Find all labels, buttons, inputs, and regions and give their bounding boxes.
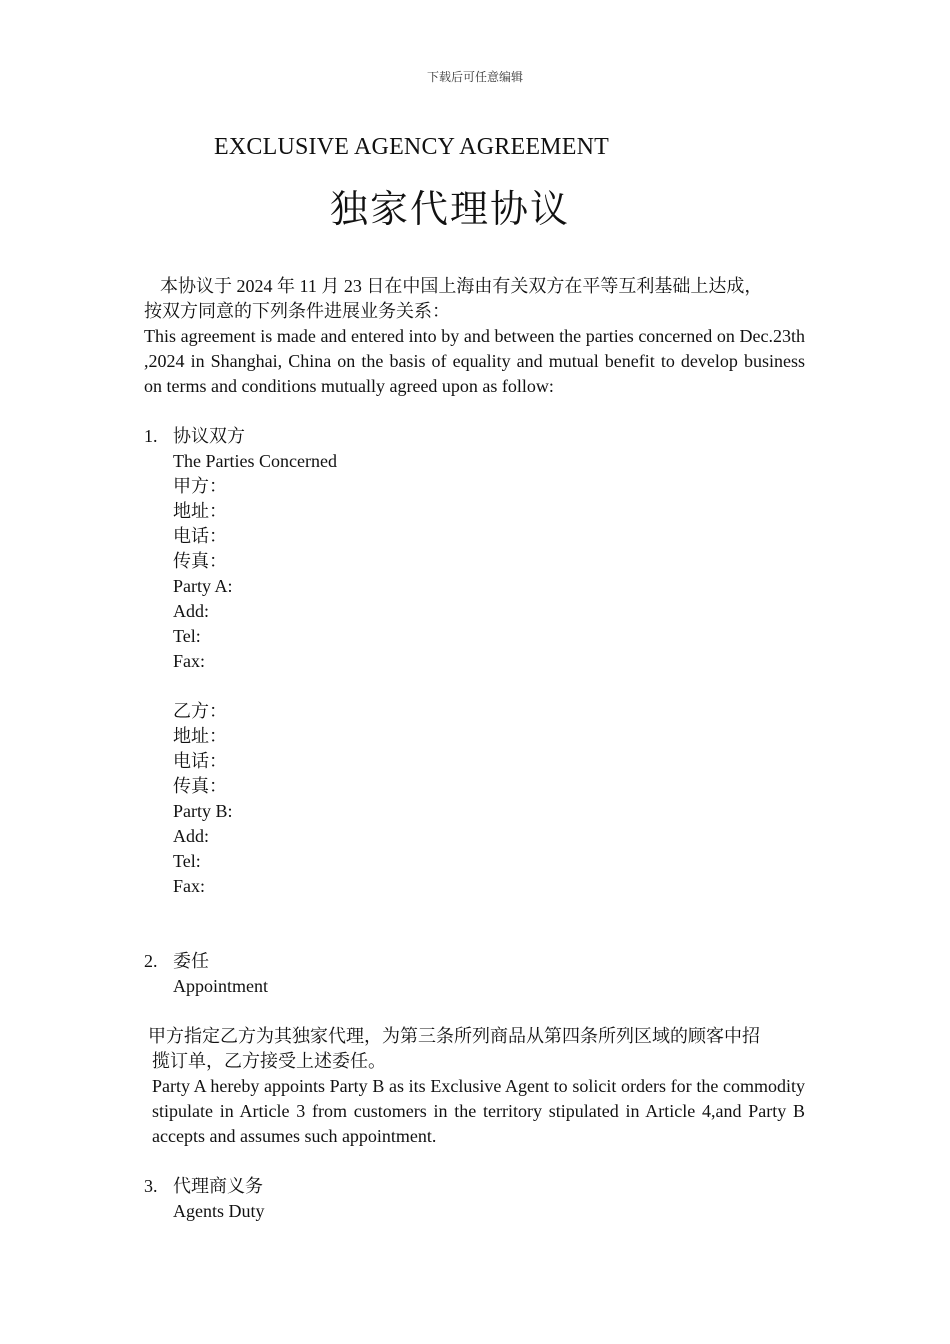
section-title-en: Agents Duty [173,1201,265,1221]
party-a-address-zh: 地址： [173,501,227,521]
section-number: 1. [144,426,158,446]
party-b-label-en: Party B: [173,801,233,821]
section-number: 2. [144,951,158,971]
intro-chinese [144,274,805,299]
title-chinese: 独家代理协议 [329,189,570,231]
section-title-zh: 委任 [173,951,209,971]
party-a-label-zh: 甲方： [173,476,227,496]
party-b-tel-en: Tel: [173,851,201,871]
section-appointment [144,949,805,999]
appointment-zh-line2: 揽订单，乙方接受上述委任。 [152,1051,386,1071]
section-title-zh: 代理商义务 [173,1176,263,1196]
party-a-tel-zh: 电话： [173,526,227,546]
intro-zh-line2: 按双方同意的下列条件进展业务关系： [144,301,450,321]
section-agents-duty [144,1174,805,1224]
party-a-label-en: Party A: [173,576,233,596]
document-body [144,274,805,1224]
appointment-english: Party A hereby appoints Party B as its Exclusive Agent to solicit orders for the commodity stipulate in Article 3 from customers in the territory stipulated in Article 4,and Party B accepts and assumes such appointment. [152,1076,805,1146]
appointment-zh-line1: 甲方指定乙方为其独家代理，为第三条所列商品从第四条所列区域的顾客中招 [148,1026,760,1046]
party-a-tel-en: Tel: [173,626,201,646]
party-b-address-zh: 地址： [173,726,227,746]
party-a-fax-zh: 传真： [173,551,227,571]
title-english: EXCLUSIVE AGENCY AGREEMENT [214,134,609,160]
intro-english: This agreement is made and entered into by and between the parties concerned on Dec.23th ,2024 in Shanghai, China on the basis of equality and mutual benefit to develop business on terms and conditions mutually agreed upon as follow: [144,326,805,396]
intro-zh-line1: 本协议于 2024 年 11 月 23 日在中国上海由有关双方在平等互利基础上达成， [160,276,763,296]
party-a-fax-en: Fax: [173,651,206,671]
section-parties [144,424,805,899]
party-b-fax-en: Fax: [173,876,206,896]
section-number: 3. [144,1176,158,1196]
party-b-fax-zh: 传真： [173,776,227,796]
section-title-en: The Parties Concerned [173,451,337,471]
party-b-address-en: Add: [173,826,209,846]
party-b-tel-zh: 电话： [173,751,227,771]
party-b-label-zh: 乙方： [173,701,227,721]
party-a-address-en: Add: [173,601,209,621]
section-title-en: Appointment [173,976,268,996]
header-note: 下载后可任意编辑 [426,70,523,84]
appointment-body [144,1024,805,1149]
section-title-zh: 协议双方 [173,426,245,446]
